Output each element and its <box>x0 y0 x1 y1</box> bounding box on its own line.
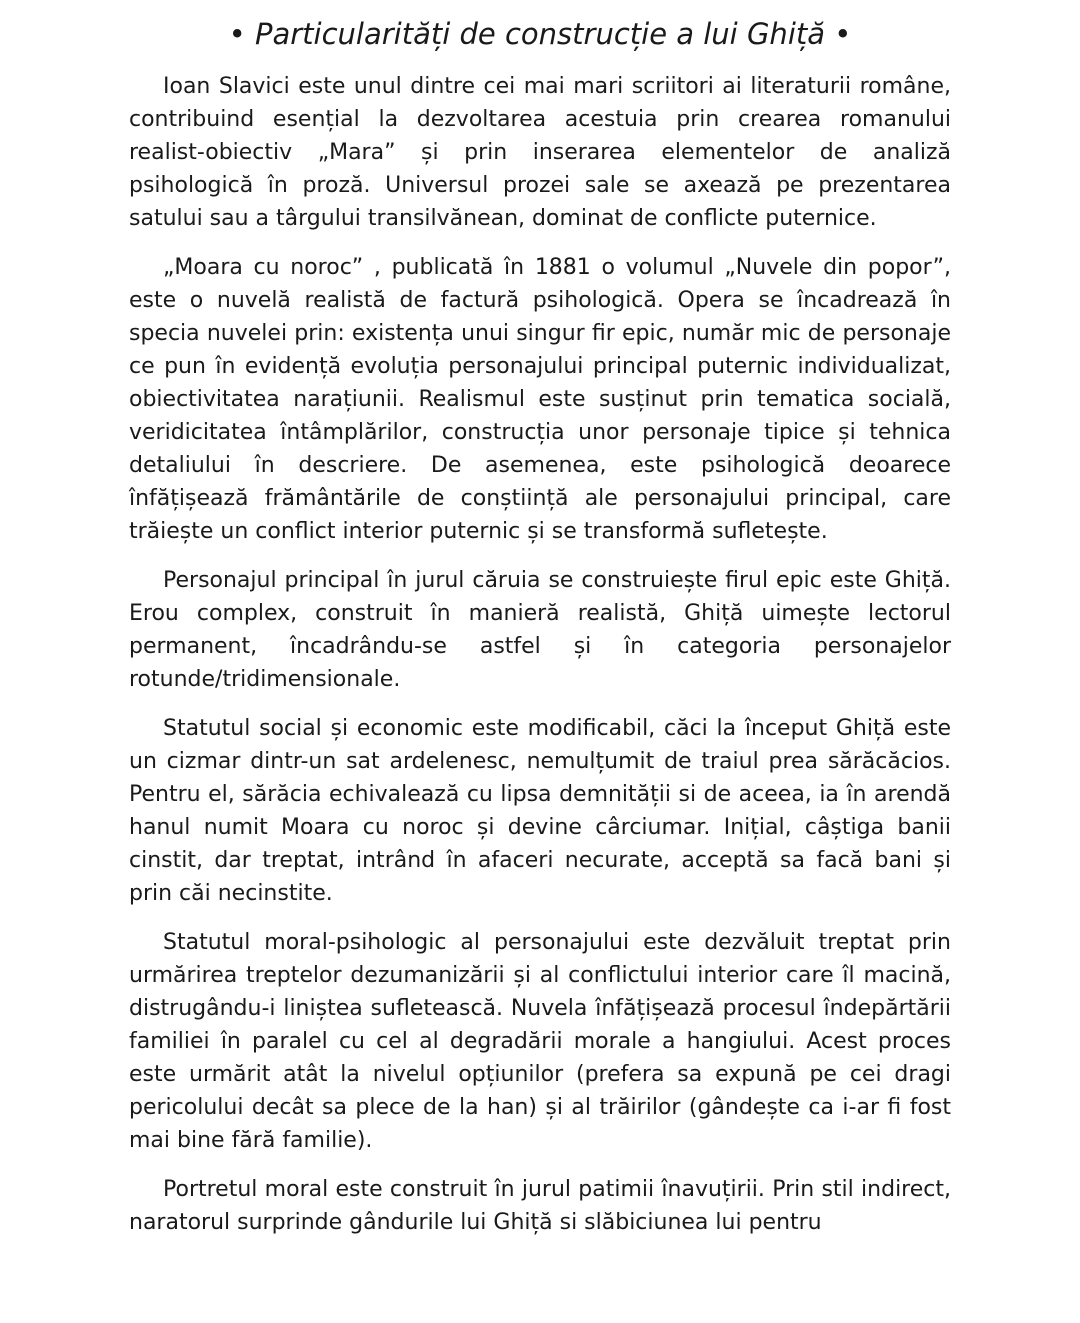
document-title: • Particularități de construcție a lui Ghiță • <box>228 17 852 51</box>
paragraph-intro: Ioan Slavici este unul dintre cei mai mari scriitori ai literaturii române, contribuind esențial la dezvoltarea acestuia prin crearea romanului realist-obiectiv „Mara” și prin inserarea elementelor de analiză psihologică în proză. Universul prozei sale se axează pe prezentarea satului sau a târgului transilvănean, dominat de conflicte puternice. <box>129 74 951 231</box>
document-body <box>129 70 951 1255</box>
paragraph-personaj-principal: Personajul principal în jurul căruia se construiește firul epic este Ghiță. Erou complex, construit în manieră realistă, Ghiță uimește lectorul permanent, încadrându-se astfel și în categoria personajelor rotunde/tridimensionale. <box>129 568 951 692</box>
paragraph-moara-cu-noroc: „Moara cu noroc” , publicată în 1881 o volumul „Nuvele din popor”, este o nuvelă realistă de factură psihologică. Opera se încadrează în specia nuvelei prin: existența unui singur fir epic, număr mic de personaje ce pun în evidență evoluția personajului principal puternic individualizat, obiectivitatea narațiunii. Realismul este susținut prin tematica socială, veridicitatea întâmplărilor, construcția unor personaje tipice și tehnica detaliului în descriere. De asemenea, este psihologică deoarece înfățișează frământările de conștiință ale personajului principal, care trăiește un conflict interior puternic și se transformă sufletește. <box>129 255 951 544</box>
paragraph-statut-social: Statutul social și economic este modificabil, căci la început Ghiță este un cizmar dintr-un sat ardelenesc, nemulțumit de traiul prea sărăcăcios. Pentru el, sărăcia echivalează cu lipsa demnității si de aceea, ia în arendă hanul numit Moara cu noroc și devine cârciumar. Inițial, câștiga banii cinstit, dar treptat, intrând în afaceri necurate, acceptă sa facă bani și prin căi necinstite. <box>129 716 951 906</box>
paragraph-portret-moral: Portretul moral este construit în jurul patimii înavuțirii. Prin stil indirect, naratorul surprinde gândurile lui Ghiță si slăbiciunea lui pentru <box>129 1177 951 1235</box>
paragraph-statut-moral: Statutul moral-psihologic al personajului este dezvăluit treptat prin urmărirea treptelor dezumanizării și al conflictului interior care îl macină, distrugându-i liniștea sufletească. Nuvela înfățișează procesul îndepărtării familiei în paralel cu cel al degradării morale a hangiului. Acest proces este urmărit atât la nivelul opțiunilor (prefera sa expună pe cei dragi pericolului decât sa plece de la han) și al trăirilor (gândește ca i-ar fi fost mai bine fără familie). <box>129 930 951 1153</box>
